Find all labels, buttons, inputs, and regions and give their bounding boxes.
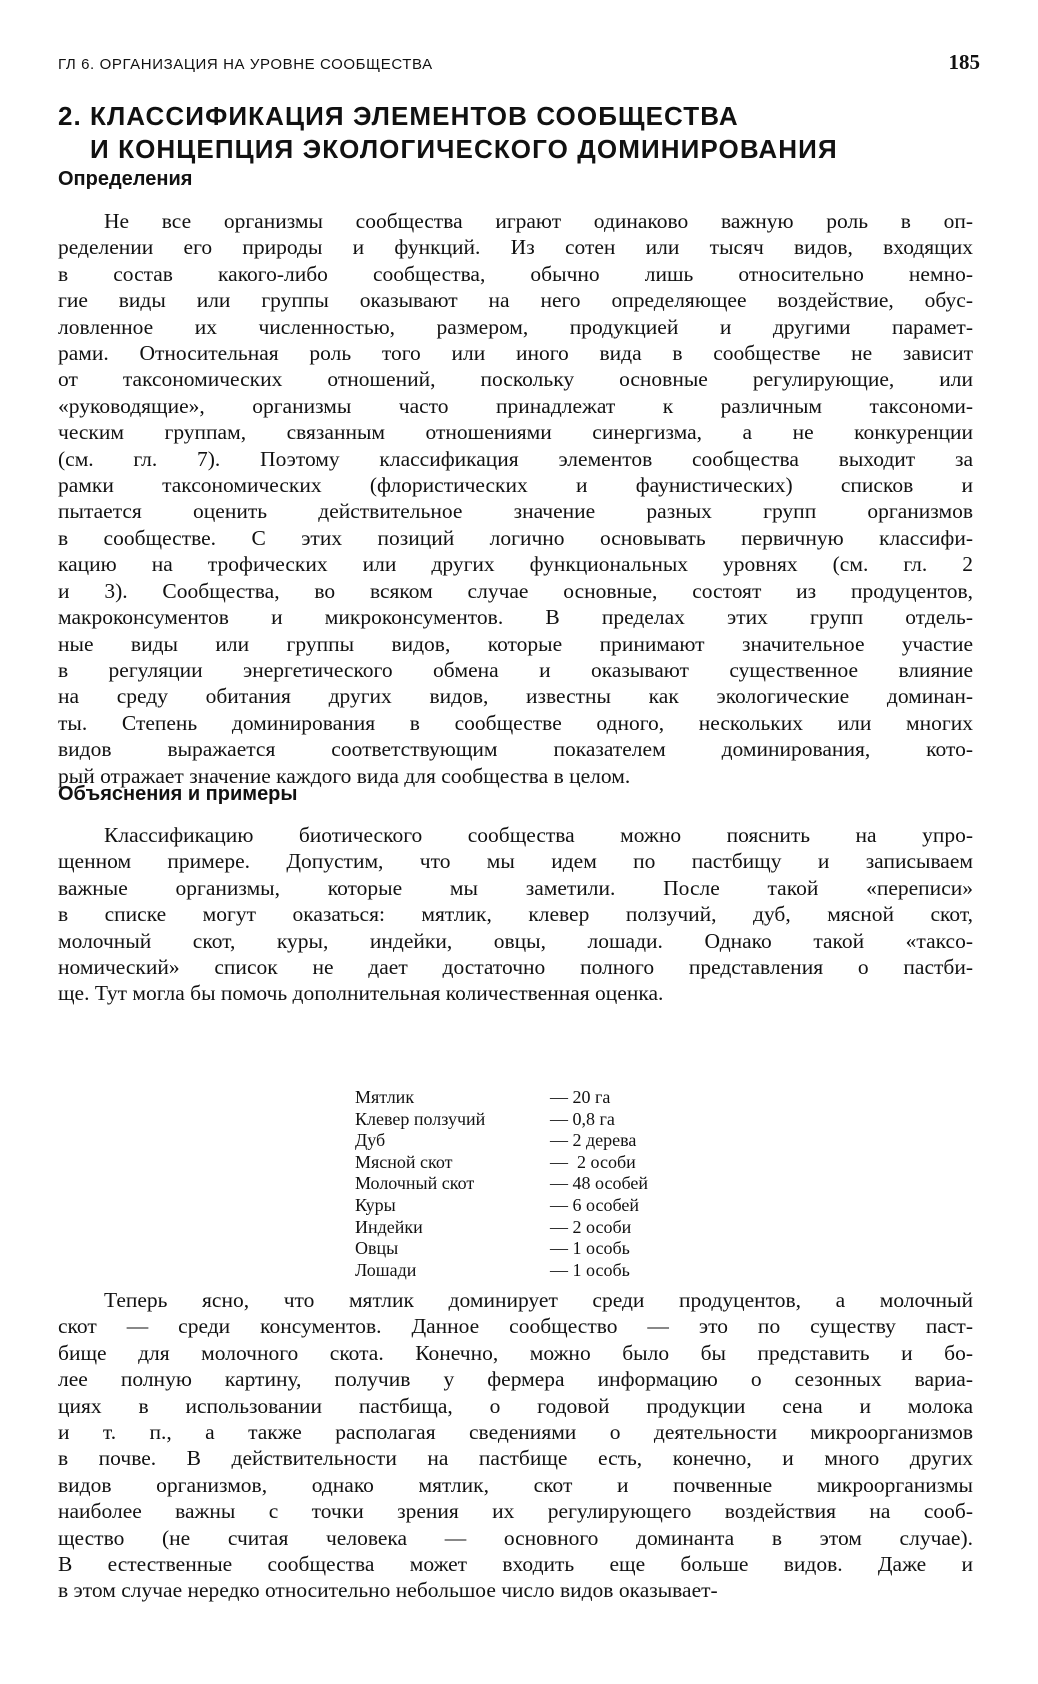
- section-title-line-2: И КОНЦЕПЦИЯ ЭКОЛОГИЧЕСКОГО ДОМИНИРОВАНИЯ: [90, 134, 838, 164]
- text-line: ты. Степень доминирования в сообществе одного, нескольких или многих: [58, 710, 973, 735]
- text-line: циях в использовании пастбища, о годовой продукции сена и молока: [58, 1393, 973, 1418]
- census-quantity: — 2 особи: [550, 1216, 632, 1237]
- pasture-census-table: [355, 1087, 648, 1281]
- census-organism: Мятлик: [355, 1087, 415, 1107]
- census-quantity: — 2 особи: [550, 1151, 636, 1172]
- text-line: в этом случае нередко относительно небольшое число видов оказывает-: [58, 1578, 718, 1603]
- text-line: пытается оценить действительное значение разных групп организмов: [58, 499, 973, 524]
- census-quantity: — 2 дерева: [550, 1130, 637, 1151]
- text-line: ные виды или группы видов, которые принимают значительное участие: [58, 631, 973, 656]
- census-quantity: — 1 особь: [550, 1238, 630, 1259]
- text-line: в состав какого-либо сообщества, обычно лишь относительно немно-: [58, 261, 973, 286]
- text-line: в сообществе. С этих позиций логично основывать первичную классифи-: [58, 525, 973, 550]
- text-line: от таксономических отношений, поскольку основные регулирующие, или: [58, 367, 973, 392]
- text-line: в почве. В действительности на пастбище есть, конечно, и много других: [58, 1446, 973, 1471]
- census-organism: Молочный скот: [355, 1173, 475, 1194]
- census-quantity: — 0,8 га: [550, 1108, 615, 1129]
- census-row: [355, 1217, 648, 1239]
- section-number: 2.: [58, 101, 82, 131]
- text-line: видов организмов, однако мятлик, скот и почвенные микроорганизмы: [58, 1472, 973, 1497]
- census-organism: Индейки: [355, 1216, 423, 1237]
- census-quantity: — 20 га: [550, 1087, 611, 1107]
- text-line: ловленное их численностью, размером, продукцией и другими парамет-: [58, 314, 973, 339]
- census-row: [355, 1173, 648, 1195]
- census-organism: Куры: [355, 1194, 396, 1215]
- census-organism: Мясной скот: [355, 1151, 453, 1172]
- census-quantity: — 1 особь: [550, 1259, 630, 1280]
- text-line: наиболее важны с точки зрения их регулирующего воздействия на сооб-: [58, 1499, 973, 1524]
- section-title: [58, 100, 978, 166]
- census-row: [355, 1238, 648, 1260]
- text-line: скот — среди консументов. Данное сообщество — это по существу паст-: [58, 1314, 973, 1339]
- text-line: видов выражается соответствующим показателем доминирования, кото-: [58, 737, 973, 762]
- census-organism: Овцы: [355, 1238, 399, 1259]
- text-line: Не все организмы сообщества играют одинаково важную роль в оп-: [104, 209, 973, 233]
- text-line: молочный скот, куры, индейки, овцы, лошади. Однако такой «таксо-: [58, 928, 973, 953]
- text-line: ределении его природы и функций. Из сотен или тысяч видов, входящих: [58, 235, 973, 260]
- census-row: [355, 1260, 648, 1282]
- text-line: рами. Относительная роль того или иного вида в сообществе не зависит: [58, 341, 973, 366]
- text-line: рый отражает значение каждого вида для сообщества в целом.: [58, 763, 631, 788]
- census-quantity: — 6 особей: [550, 1194, 639, 1215]
- census-row: [355, 1130, 648, 1152]
- section-title-line-1: КЛАССИФИКАЦИЯ ЭЛЕМЕНТОВ СООБЩЕСТВА: [90, 101, 739, 131]
- census-row: [355, 1109, 648, 1131]
- text-line: макроконсументов и микроконсументов. В пределах этих групп отдель-: [58, 605, 973, 630]
- text-line: «руководящие», организмы часто принадлежат к различным таксономи-: [58, 393, 973, 418]
- text-line: рамки таксономических (флористических и фаунистических) списков и: [58, 473, 973, 498]
- text-line: Классификацию биотического сообщества можно пояснить на упро-: [104, 823, 973, 847]
- census-organism: Лошади: [355, 1259, 417, 1280]
- census-organism: Дуб: [355, 1130, 386, 1151]
- text-line: В естественные сообщества может входить еще больше видов. Даже и: [58, 1552, 973, 1577]
- census-organism: Клевер ползучий: [355, 1108, 486, 1129]
- text-line: (см. гл. 7). Поэтому классификация элементов сообщества выходит за: [58, 446, 973, 471]
- text-line: гие виды или группы оказывают на него определяющее воздействие, обус-: [58, 288, 973, 313]
- text-line: кацию на трофических или других функциональных уровнях (см. гл. 2: [58, 552, 973, 577]
- text-line: Теперь ясно, что мятлик доминирует среди продуцентов, а молочный: [104, 1288, 973, 1312]
- census-row: [355, 1087, 648, 1109]
- text-line: щество (не считая человека — основного доминанта в этом случае).: [58, 1525, 973, 1550]
- text-line: номический» список не дает достаточно полного представления о пастби-: [58, 955, 973, 980]
- census-row: [355, 1195, 648, 1217]
- census-row: [355, 1152, 648, 1174]
- text-line: в регуляции энергетического обмена и оказывают существенное влияние: [58, 657, 973, 682]
- definitions-heading: Определения: [58, 168, 193, 190]
- text-line: ще. Тут могла бы помочь дополнительная количественная оценка.: [58, 981, 664, 1006]
- text-line: и 3). Сообщества, во всяком случае основные, состоят из продуцентов,: [58, 578, 973, 603]
- text-line: важные организмы, которые мы заметили. После такой «переписи»: [58, 875, 973, 900]
- text-line: щенном примере. Допустим, что мы идем по пастбищу и записываем: [58, 849, 973, 874]
- running-title: ГЛ 6. ОРГАНИЗАЦИЯ НА УРОВНЕ СООБЩЕСТВА: [58, 56, 433, 73]
- text-line: лее полную картину, получив у фермера информацию о сезонных вариа-: [58, 1367, 973, 1392]
- text-line: и т. п., а также располагая сведениями о деятельности микроорганизмов: [58, 1420, 973, 1445]
- definitions-paragraph: [58, 208, 973, 789]
- examples-intro-paragraph: [58, 822, 973, 1007]
- census-quantity: — 48 особей: [550, 1173, 648, 1194]
- text-line: бище для молочного скота. Конечно, можно было бы представить и бо-: [58, 1340, 973, 1365]
- running-head: [58, 50, 980, 75]
- text-line: ческим группам, связанным отношениями синергизма, а не конкуренции: [58, 420, 973, 445]
- examples-heading: Объяснения и примеры: [58, 783, 298, 805]
- examples-closing-paragraph: [58, 1287, 973, 1604]
- text-line: на среду обитания других видов, известны как экологические доминан-: [58, 684, 973, 709]
- text-line: в списке могут оказаться: мятлик, клевер ползучий, дуб, мясной скот,: [58, 902, 973, 927]
- page-number: 185: [948, 50, 980, 74]
